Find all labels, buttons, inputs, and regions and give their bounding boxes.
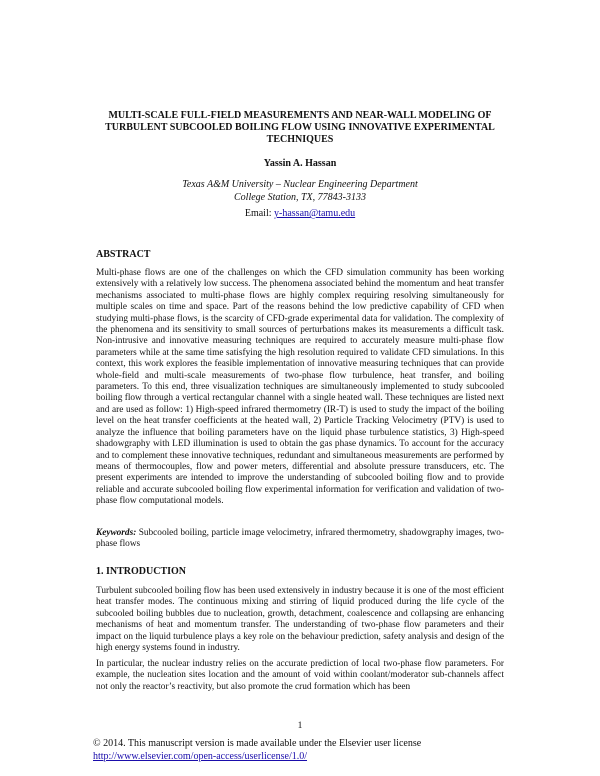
email-link[interactable]: y-hassan@tamu.edu (274, 208, 356, 219)
paper-title: MULTI-SCALE FULL-FIELD MEASUREMENTS AND NEAR-WALL MODELING OF TURBULENT SUBCOOLED BOILING FLOW USING INNOVATIVE EXPERIMENTAL TECHNIQUES (105, 110, 495, 145)
keywords-text: Subcooled boiling, particle image velocimetry, infrared thermometry, shadowgraphy images, two-phase flows (96, 528, 504, 550)
license-link[interactable]: http://www.elsevier.com/open-access/userlicense/1.0/ (93, 751, 308, 762)
introduction-paragraph-2: In particular, the nuclear industry relies on the accurate prediction of local two-phase flow parameters. For example, the nucleation sites location and the amount of void within coolant/moderator sub-channels affect not only the reactor’s reactivity, but also promote the crud formation which has been (96, 659, 504, 692)
affiliation-line-1: Texas A&M University – Nuclear Engineering Department (182, 179, 418, 190)
email-label: Email: (244, 208, 272, 219)
author-name: Yassin A. Hassan (263, 158, 337, 169)
keywords (96, 528, 504, 551)
affiliation-line-2: College Station, TX, 77843-3133 (234, 192, 366, 203)
license-footer (93, 737, 421, 763)
license-text: © 2014. This manuscript version is made available under the Elsevier user license (93, 738, 422, 749)
abstract-heading: ABSTRACT (96, 249, 151, 260)
introduction-heading: 1. INTRODUCTION (96, 566, 187, 577)
abstract-text: Multi-phase flows are one of the challenges on which the CFD simulation community has been working extensively with a relatively low success. The phenomena associated behind the momentum and heat transfer mechanisms associated to multi-phase flows are highly complex requiring resolving simultaneously for multiple scales on time and space. Part of the reasons behind the low predictive capability of CFD when studying multi-phase flows, is the scarcity of CFD-grade experimental data for validation. The complexity of the phenomena and its sensitivity to small sources of perturbations makes its measurements a difficult task. Non-intrusive and innovative measuring techniques are required to accurately measure multi-phase flow parameters while at the same time satisfying the high resolution required to validate CFD simulations. In this context, this work explores the feasible implementation of innovative measuring techniques that can provide whole-field and multi-scale measurements of two-phase flow turbulence, heat transfer, and boiling parameters. To this end, three visualization techniques are simultaneously implemented to study subcooled boiling flow through a vertical rectangular channel with a single heated wall. These techniques are listed next and are used as follow: 1) High-speed infrared thermometry (IR-T) is used to study the impact of the boiling level on the heat transfer coefficients at the heated wall, 2) Particle Tracking Velocimetry (PTV) is used to analyze the influence that boiling parameters have on the liquid phase turbulence statistics, 3) High-speed shadowgraphy with LED illumination is used to obtain the gas phase dynamics. To account for the accuracy and to complement these innovative techniques, redundant and simultaneous measurements are performed by means of thermocouples, flow and power meters, differential and absolute pressure transducers, etc. The present experiments are intended to improve the understanding of subcooled boiling flow and to provide reliable and accurate subcooled boiling flow experimental information for verification and validation of two-phase flow computational models. (96, 268, 504, 507)
page-number: 1 (297, 721, 303, 731)
affiliation (0, 178, 600, 204)
introduction-paragraph-1: Turbulent subcooled boiling flow has been used extensively in industry because it is one of the most efficient heat transfer modes. The continuous mixing and stirring of liquid produced during the life cycle of the subcooled boiling bubbles due to nucleation, growth, detachment, coalescence and collapsing are enhancing mechanisms of heat and momentum transfer. The understanding of two-phase flow parameters and their impact on the liquid turbulence plays a key role on the behaviour prediction, safety analysis and design of the high energy systems found in industry. (96, 586, 504, 654)
email-line (0, 208, 600, 219)
keywords-label: Keywords: (96, 528, 137, 538)
